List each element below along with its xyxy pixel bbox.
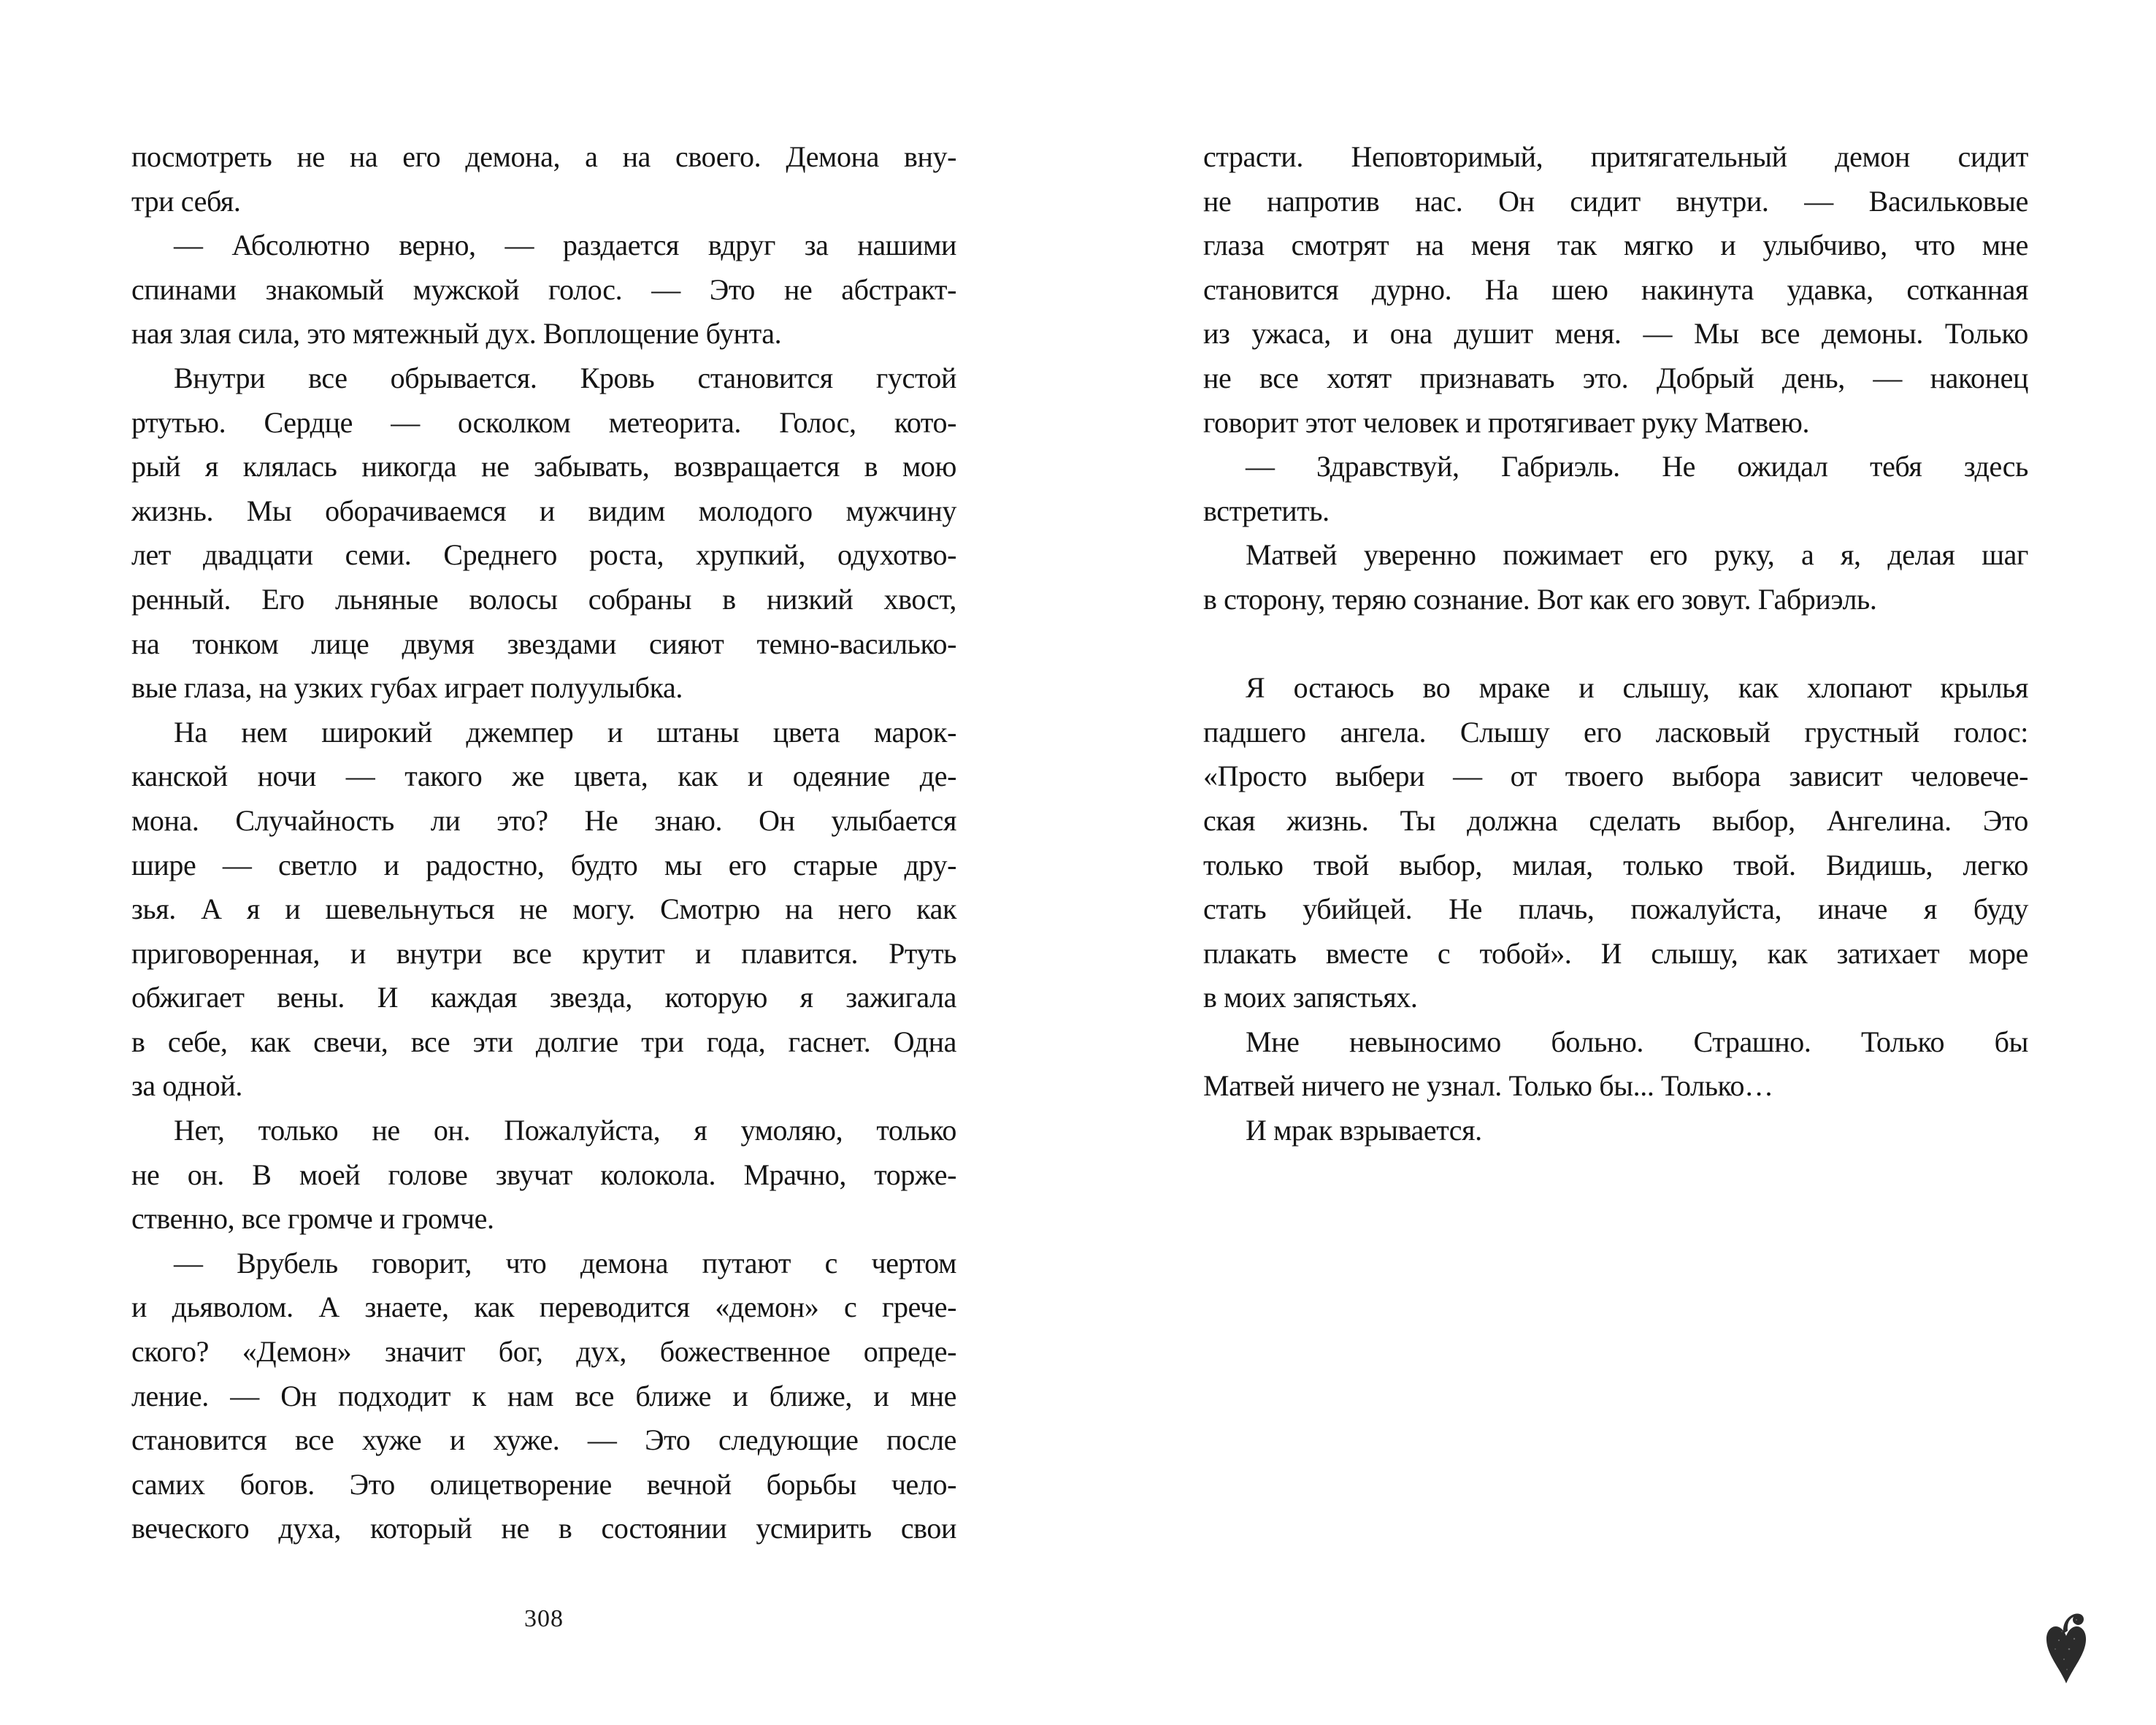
text-line: в сторону, теряю сознание. Вот как его зовут. Габриэль. bbox=[1203, 582, 1877, 616]
text-line: самих богов. Это олицетворение вечной борьбы чело- bbox=[131, 1467, 956, 1501]
text-line: плакать вместе с тобой». И слышу, как затихает море bbox=[1203, 936, 2028, 970]
blank-line bbox=[1203, 622, 2028, 667]
text-line: стать убийцей. Не плачь, пожалуйста, иначе я буду bbox=[1203, 892, 2028, 926]
page-number: 308 bbox=[524, 1605, 564, 1632]
text-line: И мрак взрывается. bbox=[1246, 1114, 1482, 1147]
text-line: рый я клялась никогда не забывать, возвращается в мою bbox=[131, 450, 956, 483]
text-line: ская жизнь. Ты должна сделать выбор, Ангелина. Это bbox=[1203, 803, 2028, 837]
text-line: вые глаза, на узких губах играет полуулыбка. bbox=[131, 671, 683, 705]
text-line: только твой выбор, милая, только твой. Видишь, легко bbox=[1203, 848, 2028, 881]
text-line: ренный. Его льняные волосы собраны в низкий хвост, bbox=[131, 582, 956, 616]
text-line: — Врубель говорит, что демона путают с чертом bbox=[174, 1246, 956, 1280]
text-line: На нем широкий джемпер и штаны цвета марок- bbox=[174, 715, 956, 749]
heart-sprout-icon bbox=[2044, 1611, 2088, 1686]
text-line: в себе, как свечи, все эти долгие три года, гаснет. Одна bbox=[131, 1025, 956, 1058]
text-line: «Просто выбери — от твоего выбора зависит человече- bbox=[1203, 760, 2028, 793]
text-line: посмотреть не на его демона, а на своего. Демона вну- bbox=[131, 140, 956, 173]
text-line: в моих запястьях. bbox=[1203, 981, 1418, 1014]
text-line: не напротив нас. Он сидит внутри. — Васильковые bbox=[1203, 184, 2028, 218]
text-line: три себя. bbox=[131, 184, 241, 218]
text-line: страсти. Неповторимый, притягательный демон сидит bbox=[1203, 140, 2028, 173]
text-line: глаза смотрят на меня так мягко и улыбчиво, что мне bbox=[1203, 229, 2028, 262]
right-page-text-column bbox=[1203, 135, 2028, 1153]
text-line: ртутью. Сердце — осколком метеорита. Голос, кото- bbox=[131, 405, 956, 439]
text-line: шире — светло и радостно, будто мы его старые дру- bbox=[131, 848, 956, 881]
text-line: Матвей ничего не узнал. Только бы... Только… bbox=[1203, 1069, 1773, 1103]
text-line: Мне невыносимо больно. Страшно. Только бы bbox=[1246, 1025, 2028, 1058]
text-line: — Здравствуй, Габриэль. Не ожидал тебя здесь bbox=[1246, 450, 2028, 483]
text-line: веческого духа, который не в состоянии усмирить свои bbox=[131, 1512, 956, 1545]
text-line: — Абсолютно верно, — раздается вдруг за нашими bbox=[174, 229, 956, 262]
text-line: за одной. bbox=[131, 1069, 242, 1103]
text-line: не все хотят признавать это. Добрый день, — наконец bbox=[1203, 361, 2028, 394]
text-line: падшего ангела. Слышу его ласковый грустный голос: bbox=[1203, 715, 2028, 749]
text-line: канской ночи — такого же цвета, как и одеяние де- bbox=[131, 760, 956, 793]
text-line: Нет, только не он. Пожалуйста, я умоляю, только bbox=[174, 1114, 956, 1147]
text-line: встретить. bbox=[1203, 494, 1330, 527]
text-line: спинами знакомый мужской голос. — Это не абстракт- bbox=[131, 272, 956, 306]
text-line: зья. А я и шевельнуться не могу. Смотрю на него как bbox=[131, 892, 956, 926]
text-line: ского? «Демон» значит бог, дух, божественное опреде- bbox=[131, 1335, 956, 1369]
text-line: становится дурно. На шею накинута удавка, сотканная bbox=[1203, 272, 2028, 306]
text-line: жизнь. Мы оборачиваемся и видим молодого мужчину bbox=[131, 494, 956, 527]
text-line: из ужаса, и она душит меня. — Мы все демоны. Только bbox=[1203, 317, 2028, 351]
text-line: обжигает вены. И каждая звезда, которую я зажигала bbox=[131, 981, 956, 1014]
left-page-text-column bbox=[131, 135, 956, 1551]
text-line: Внутри все обрывается. Кровь становится густой bbox=[174, 361, 956, 394]
text-line: не он. В моей голове звучат колокола. Мрачно, торже- bbox=[131, 1158, 956, 1191]
text-line: мона. Случайность ли это? Не знаю. Он улыбается bbox=[131, 803, 956, 837]
text-line: ная злая сила, это мятежный дух. Воплощение бунта. bbox=[131, 317, 782, 351]
text-line: и дьяволом. А знаете, как переводится «демон» с грече- bbox=[131, 1290, 956, 1324]
text-line: приговоренная, и внутри все крутит и плавится. Ртуть bbox=[131, 936, 956, 970]
text-line: лет двадцати семи. Среднего роста, хрупкий, одухотво- bbox=[131, 538, 956, 572]
text-line: говорит этот человек и протягивает руку Матвею. bbox=[1203, 405, 1810, 439]
text-line: на тонком лице двумя звездами сияют темно-василько- bbox=[131, 627, 956, 660]
text-line: Я остаюсь во мраке и слышу, как хлопают крылья bbox=[1246, 671, 2028, 705]
text-line: ление. — Он подходит к нам все ближе и ближе, и мне bbox=[131, 1379, 956, 1412]
text-line: ственно, все громче и громче. bbox=[131, 1202, 494, 1236]
text-line: Матвей уверенно пожимает его руку, а я, делая шаг bbox=[1246, 538, 2028, 572]
text-line: становится все хуже и хуже. — Это следующие после bbox=[131, 1423, 956, 1457]
